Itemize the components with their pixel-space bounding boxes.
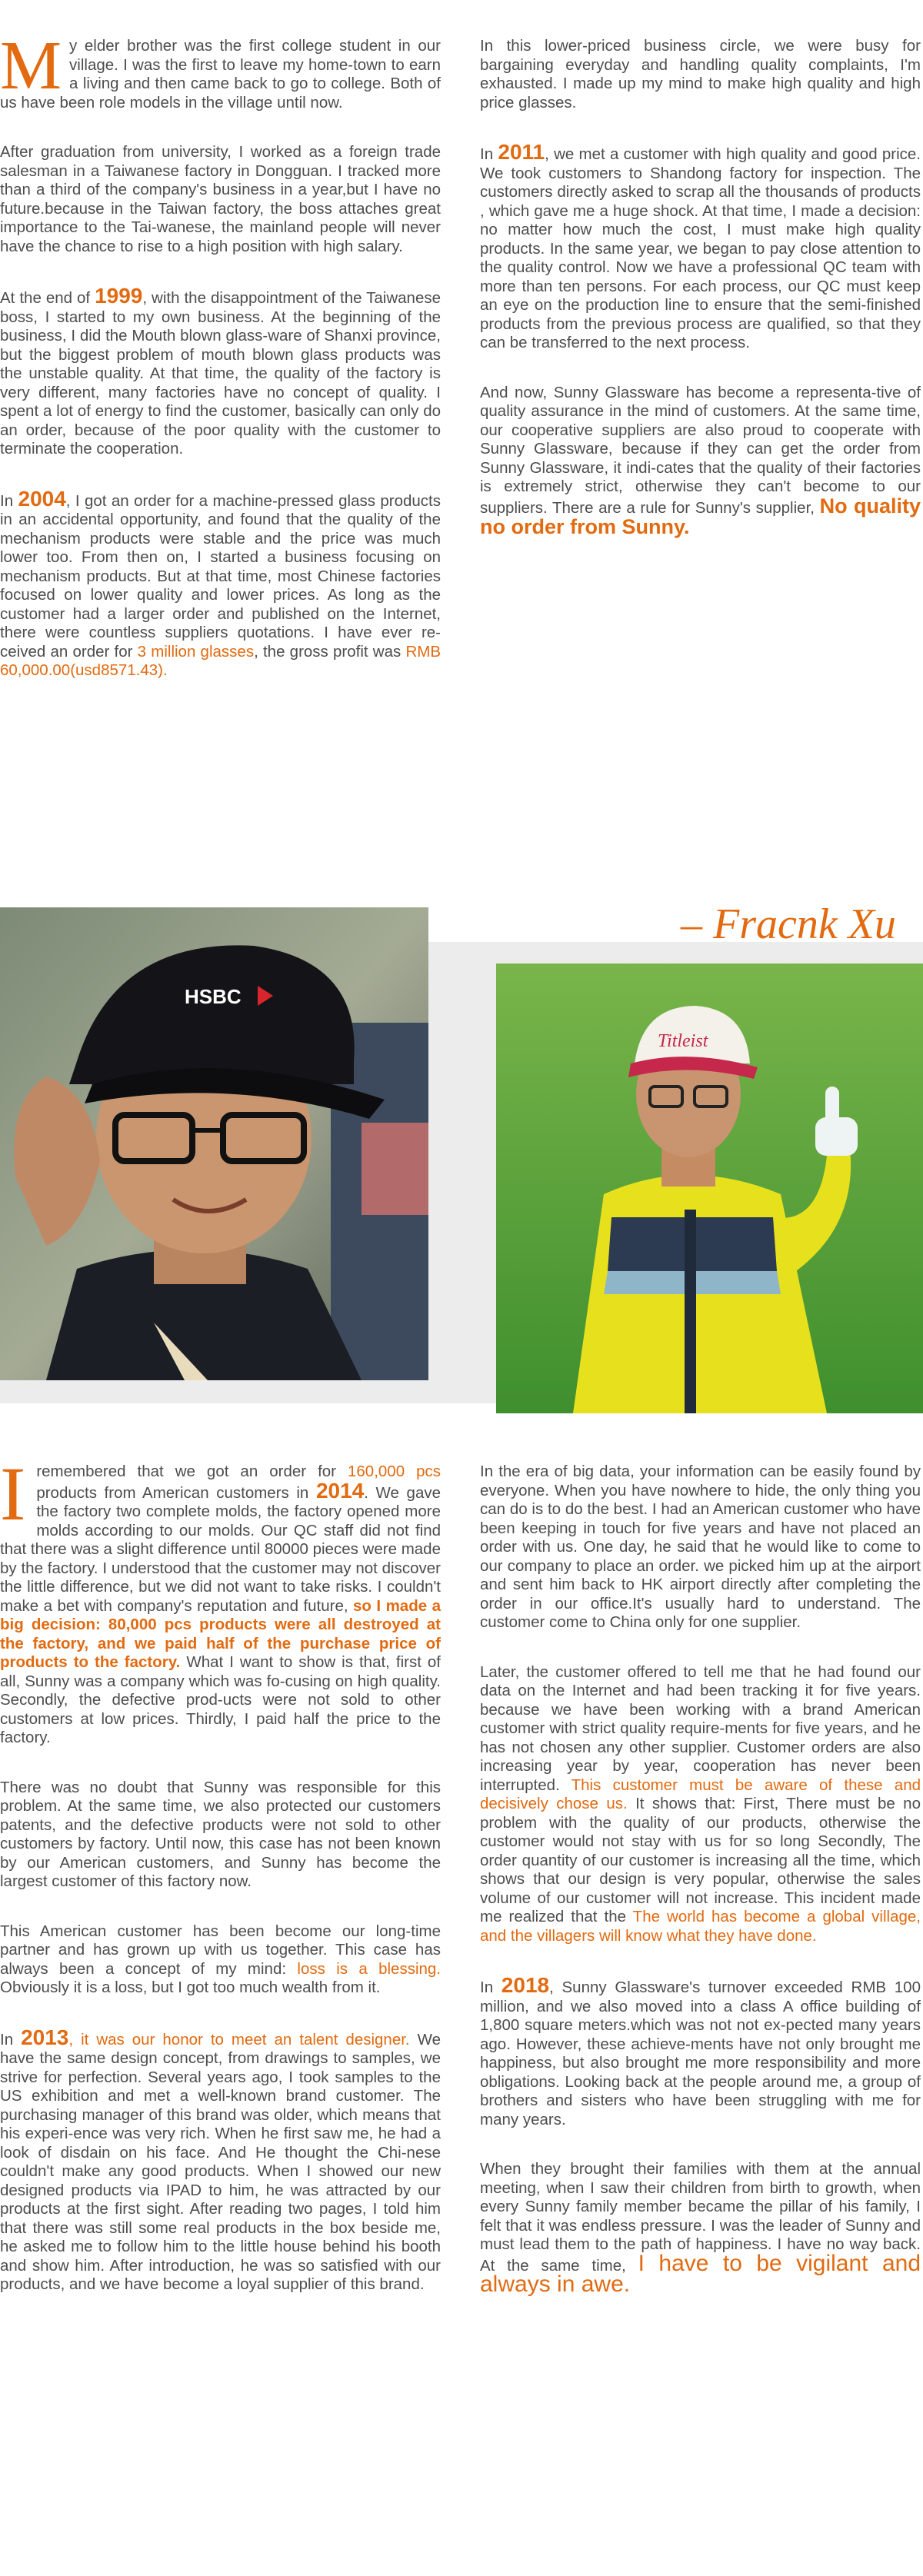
paragraph: And now, Sunny Glassware has become a representa-tive of quality assurance in the mind of customers. At the same time, our cooperative suppliers are also proud to cooperate with Sunny Glassware, because if they can get the order from Sunny Glassware, it indi-cates that the quality of their factories is extremely strict, otherwise they can't become to our suppliers. There are a rule for Sunny's supplier, No quality no order from Sunny. bbox=[480, 383, 921, 538]
paragraph: In this lower-priced business circle, we were busy for bargaining everyday and handling quality complaints, I'm exhausted. I made up my mind to make high quality and high price glasses. bbox=[480, 37, 921, 111]
author-signature: – Fracnk Xu bbox=[681, 900, 896, 948]
text-highlight: The world has become a global village, and the villagers will know what they have done. bbox=[480, 1908, 921, 1945]
story-column-bottom-left bbox=[0, 1451, 442, 2325]
text-highlight: I have to be vigilant and always in awe. bbox=[480, 2250, 921, 2297]
paragraph: In 2013, it was our honor to meet an talent designer. We have the same design concept, from drawings to samples, we strive for perfection. Several years ago, I took samples to the US exhibition and met a well-known brand customer. The purchasing manager of this brand was older, which means that his experi-ence was very rich. When he first saw me, he had a look of disdain on his face. And He thought the Chi-nese couldn't make any good products. When I showed our new designed products via IPAD to him, he was attracted by our products at the first sight. After reading two pages, I told him that there was still some real products in the box beside me, he asked me to follow him to the little house behind his booth and show him. After introduction, he was so satisfied with our products, and we have become a loyal supplier of this brand. bbox=[0, 2025, 441, 2293]
year-highlight: 2014 bbox=[315, 1478, 365, 1503]
text-highlight: so I made a big decision: 80,000 pcs products were all destroyed at the factory, and we paid half of the purchase price of products to the factory. bbox=[0, 1596, 441, 1671]
year-highlight: 1999 bbox=[95, 284, 143, 308]
portrait-photo-golf bbox=[496, 964, 923, 1413]
year-highlight: 2004 bbox=[18, 486, 66, 511]
paragraph bbox=[0, 143, 441, 256]
paragraph: In the era of big data, your information can be easily found by everyone. When you have nowhere to hide, the only thing you can do is to do the best. I had an American customer who have been keeping in touch for five years and have not placed an order with us. One day, he said that he would like to come to our company to place an order. we picked him up at the airport and sent him back to HK airport directly after completing the order in our office.It's usually hard to understand. The customer come to China only for one supplier. bbox=[480, 1463, 921, 1631]
text-highlight: No quality no order from Sunny. bbox=[480, 494, 921, 538]
paragraph-text: After graduation from university, I worked as a foreign trade salesman in a Taiwanese factory in Dongguan. I tracked more than a third of the company's business in a year,but I have no future.because in the Taiwan factory, the boss attaches great importance to the Tai-wanese, the mainland people will never have the chance to rise to a high position with high salary. bbox=[0, 143, 441, 255]
text-highlight: , it was our honor to meet an talent designer. bbox=[68, 2030, 410, 2048]
portrait-photo-cap bbox=[0, 907, 428, 1380]
paragraph: Iremembered that we got an order for 160,000 pcs products from American customers in 2014. We gave the factory two complete molds, the factory opened more molds according to our molds. Our QC staff did not find that there was a slight difference until 80000 pieces were made by the factory. I understood that the customer may not discover the little difference, but we did not want to take risks. I couldn't make a bet with company's reputation and future, so I made a big decision: 80,000 pcs products were all destroyed at the factory, and we paid half of the purchase price of products to the factory. What I want to show is that, first of all, Sunny was a company which was fo-cusing on high quality. Secondly, the defective prod-ucts were not sold to other customers at low prices. Thirdly, I paid half the price to the factory. bbox=[0, 1451, 442, 1746]
paragraph bbox=[0, 28, 441, 112]
text-highlight: loss is a blessing. bbox=[297, 1959, 441, 1978]
text-highlight: 3 million glasses bbox=[137, 642, 255, 661]
paragraph: In 2011, we met a customer with high quality and good price. We took customers to Shandong factory for inspection. The customers directly asked to scrap all the thousands of products , which gave me a huge shock. At that time, I made a decision: no matter how much the cost, I must make high quality products. In the same year, we began to pay close attention to the quality control. Now we have a professional QC team with more than ten persons. For each process, our QC must keep an eye on the production line to ensure that the semi-finished products from the previous process are qualified, so that they can be transferred to the next process. bbox=[480, 140, 921, 351]
paragraph-text: y elder brother was the first college student in our village. I was the first to leave my home-town to earn a living and then came back to go to college. Both of us have been role models in the village until now. bbox=[0, 37, 441, 111]
year-highlight: 2018 bbox=[501, 1973, 550, 1997]
year-highlight: 2011 bbox=[498, 140, 545, 164]
paragraph: Later, the customer offered to tell me that he had found our data on the Internet and had been tracking it for five years. because we have been working with a brand American customer with strict quality require-ments for five years, and he has not chosen any other supplier. Customer orders are also increasing year by year, cooperation has never been interrupted. This customer must be aware of these and decisively chose us. It shows that: First, There must be no problem with the quality of our products, otherwise the customer would not stay with us for so long Secondly, The order quantity of our customer is increasing all the time, which shows that our design is very popular, otherwise the sales volume of our customer will not increase. This incident made me realized that the The world has become a global village, and the villagers will know what they have done. bbox=[480, 1662, 921, 1945]
text-highlight: 160,000 pcs bbox=[348, 1463, 442, 1480]
text-highlight: RMB 60,000.00(usd8571.43). bbox=[0, 642, 441, 679]
paragraph: In 2004, I got an order for a machine-pressed glass products in an accidental opportunity, and found that the quality of the mechanism products were stable and the price was much lower too. From then on, I started a business focusing on mechanism products. But at that time, most Chinese factories focused on lower quality and lower prices. As long as the customer had a larger order and published on the Internet, there were countless suppliers quotations. I have ever re-ceived an order for 3 million glasses, the gross profit was RMB 60,000.00(usd8571.43). bbox=[0, 486, 441, 679]
paragraph: This American customer has been become our long-time partner and has grown up with us together. This case has always been a concept of my mind: loss is a blessing. Obviously it is a loss, but I got too much wealth from it. bbox=[0, 1922, 441, 1996]
paragraph: In 2018, Sunny Glassware's turnover exceeded RMB 100 million, and we also moved into a class A office building of 1,800 square meters.which was not not ex-pected many years ago. However, these achieve-ments have not only brought me happiness, but also brought me more responsibility and more obligations. Looking back at the people around me, a group of brothers and sisters who have been struggling with me for many years. bbox=[480, 1973, 921, 2128]
paragraph: There was no doubt that Sunny was responsible for this problem. At the same time, we also protected our customers patents, and the defective products were not sold to other customers by factory. Until now, this case has not been known by our American customers, and Sunny has become the largest customer of this factory now. bbox=[0, 1778, 441, 1890]
text-highlight: This customer must be aware of these and decisively chose us. bbox=[480, 1776, 921, 1812]
story-column-top-left bbox=[0, 28, 441, 711]
drop-cap: M bbox=[0, 28, 62, 104]
portrait-illustration bbox=[0, 907, 428, 1380]
svg-text:HSBC: HSBC bbox=[185, 985, 242, 1008]
paragraph: When they brought their families with them at the annual meeting, when I saw their children from birth to growth, when every Sunny family member became the pillar of his family, I felt that it was endless pressure. I was the leader of Sunny and must lead them to the path of happiness. I have no way back. At the same time, I have to be vigilant and always in awe. bbox=[480, 2160, 921, 2297]
golf-illustration bbox=[496, 964, 923, 1413]
story-column-bottom-right bbox=[480, 1463, 921, 2328]
story-column-top-right bbox=[480, 37, 921, 570]
paragraph: At the end of 1999, with the disappointment of the Taiwanese boss, I started to my own business. At the beginning of the business, I did the Mouth blown glass-ware of Shanxi province, but the biggest problem of mouth blown glass products was the unstable quality. At that time, the quality of the factory is very different, many factories have no concept of quality. I spent a lot of energy to find the customer, basically can only do an order, because of the poor quality with the customer to terminate the cooperation. bbox=[0, 284, 441, 458]
drop-cap: I bbox=[0, 1451, 26, 1536]
svg-text:Titleist: Titleist bbox=[658, 1031, 708, 1051]
year-highlight: 2013 bbox=[21, 2025, 69, 2049]
